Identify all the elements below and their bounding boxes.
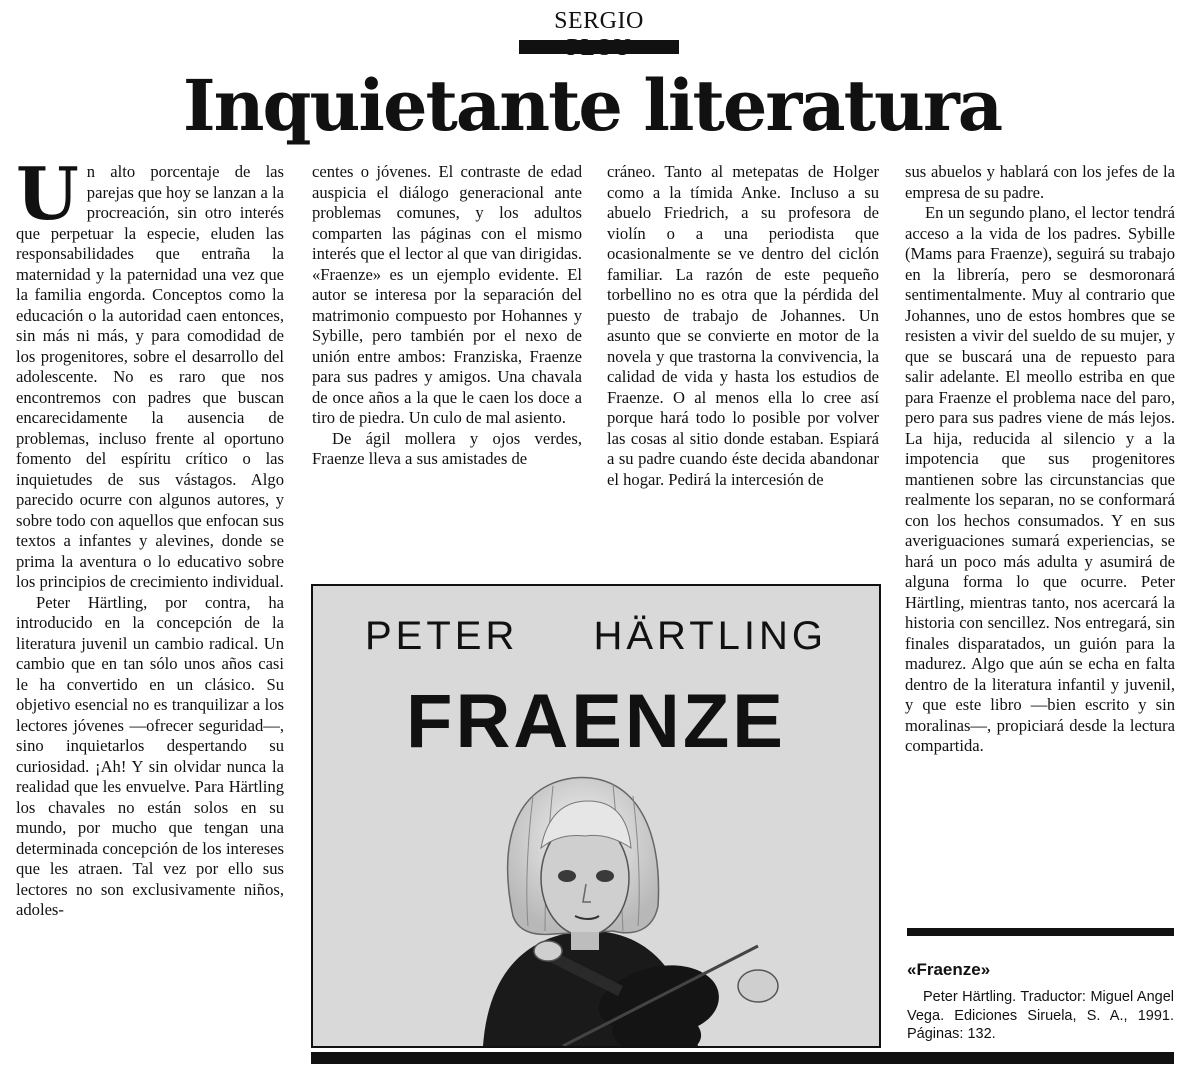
caption-title: «Fraenze» (907, 960, 991, 979)
article-paragraph: centes o jóvenes. El contraste de edad auspicia el diálogo generacional ante problemas comunes, y los adultos comparten las páginas con el mismo interés que el lector al que van dirigidas. «Fraenze» es un ejemplo evidente. El autor se interesa por la separación del matrimonio compuesto por Hohannes y Sybille, pero también por el nexo de unión entre ambos: Franziska, Fraenze para sus padres y amigos. Una chavala de once años a la que le caen los doce a tiro de piedra. Un culo de mal asiento. (312, 162, 582, 427)
article-column-4 (905, 162, 1175, 757)
byline: SERGIO (554, 8, 644, 34)
article-paragraph: sus abuelos y hablará con los jefes de la empresa de su padre. (905, 162, 1175, 202)
article-paragraph: Peter Härtling, por contra, ha introducido en la concepción de la literatura juvenil un cambio radical. Un cambio que en tan sólo unos años casi le ha convertido en un clásico. Su objetivo esencial no es tranquilizar a los lectores jóvenes —ofrecer seguridad—, sino inquietarlos despertando su curiosidad. ¡Ah! Y sin olvidar nunca la realidad que les envuelve. Para Härtling los chavales no están solos en su mundo, por mucho que tengan una determinada concepción de los intereses que les atraen. Tal vez por ello sus lectores no son exclusivamente niños, adoles- (16, 592, 284, 919)
byline-rule (519, 40, 679, 54)
book-cover (311, 584, 881, 1048)
article-column-2 (312, 162, 582, 470)
article-paragraph: cráneo. Tanto al metepatas de Holger como a la tímida Anke. Incluso a su abuelo Friedrich, a su profesora de violín o a una periodista que ocasionalmente se ve dentro del ciclón familiar. La razón de este pequeño torbellino no es otra que la pérdida del puesto de trabajo de Johannes. Un asunto que se convierte en motor de la novela y que trastorna la convivencia, la calidad de vida y hasta los estudios de Fraenze. O al menos ella lo cree así porque hará todo lo posible por volver las cosas al sitio donde estaban. Espiará a su padre cuando éste decida abandonar el hogar. Pedirá la intercesión de (607, 162, 879, 489)
headline: Inquietante literatura (182, 64, 1002, 147)
article-column-3 (607, 162, 879, 490)
cover-title: FRAENZE (406, 679, 786, 764)
article-paragraph: En un segundo plano, el lector tendrá acceso a la vida de los padres. Sybille (Mams para Fraenze), seguirá su trabajo en la librería, pero se desmoronará sentimentalmente. Muy al contrario que Johannes, uno de estos hombres que se resisten a vivir del sueldo de su mujer, y que se buscará una de repuesto para salir adelante. El meollo estriba en que para Fraenze el problema nace del paro, pero para sus padres viene de más lejos. La hija, reducida al silencio y a la impotencia que sus progenitores mantienen sobre las circunstancias que realmente los separan, no se conformará con los hechos consumados. Y en sus averiguaciones sumará experiencias, se hará un poco más adulta y asumirá de alguna forma lo que ocurre. Peter Härtling, mientras tanto, nos acercará la historia con sencillez. Nos entregará, sin finales disparatados, un guión para la madurez. Algo que aún se echa en falta dentro de la literatura infantil y juvenil, y que este libro —bien escrito y sin moralinas—, propiciará desde la lectura compartida. (905, 203, 1175, 755)
bottom-rule (311, 1052, 1174, 1064)
article-paragraph: De ágil mollera y ojos verdes, Fraenze lleva a sus amistades de (312, 428, 582, 468)
caption-text: Peter Härtling. Traductor: Miguel Angel Vega. Ediciones Siruela, S. A., 1991. Páginas: 132. (907, 989, 1174, 1042)
article-paragraph: n alto porcentaje de las parejas que hoy se lanzan a la procreación, sin otro interés que perpetuar la especie, eluden las responsabilidades que entraña la maternidad y la paternidad una vez que la familia engorda. Conceptos como la educación o la autoridad caen entonces, sin más ni más, y para comodidad de los progenitores, sobre el desarrollo del adolescente. No es raro que nos encontremos con padres que buscan encarecidamente la ausencia de problemas, incluso frente al oportuno fomento del espíritu crítico o las inquietudes de sus vástagos. Algo parecido ocurre con algunos autores, y sobre todo con aquellos que enfocan sus textos a infantes y alevines, donde se prima la aventura o lo educativo sobre los principios de crecimiento individual. (16, 162, 284, 591)
drop-cap: U (16, 151, 79, 236)
article-column-1 (16, 151, 284, 921)
caption-rule (907, 928, 1174, 936)
cover-author: PETER HÄRTLING (365, 614, 827, 658)
